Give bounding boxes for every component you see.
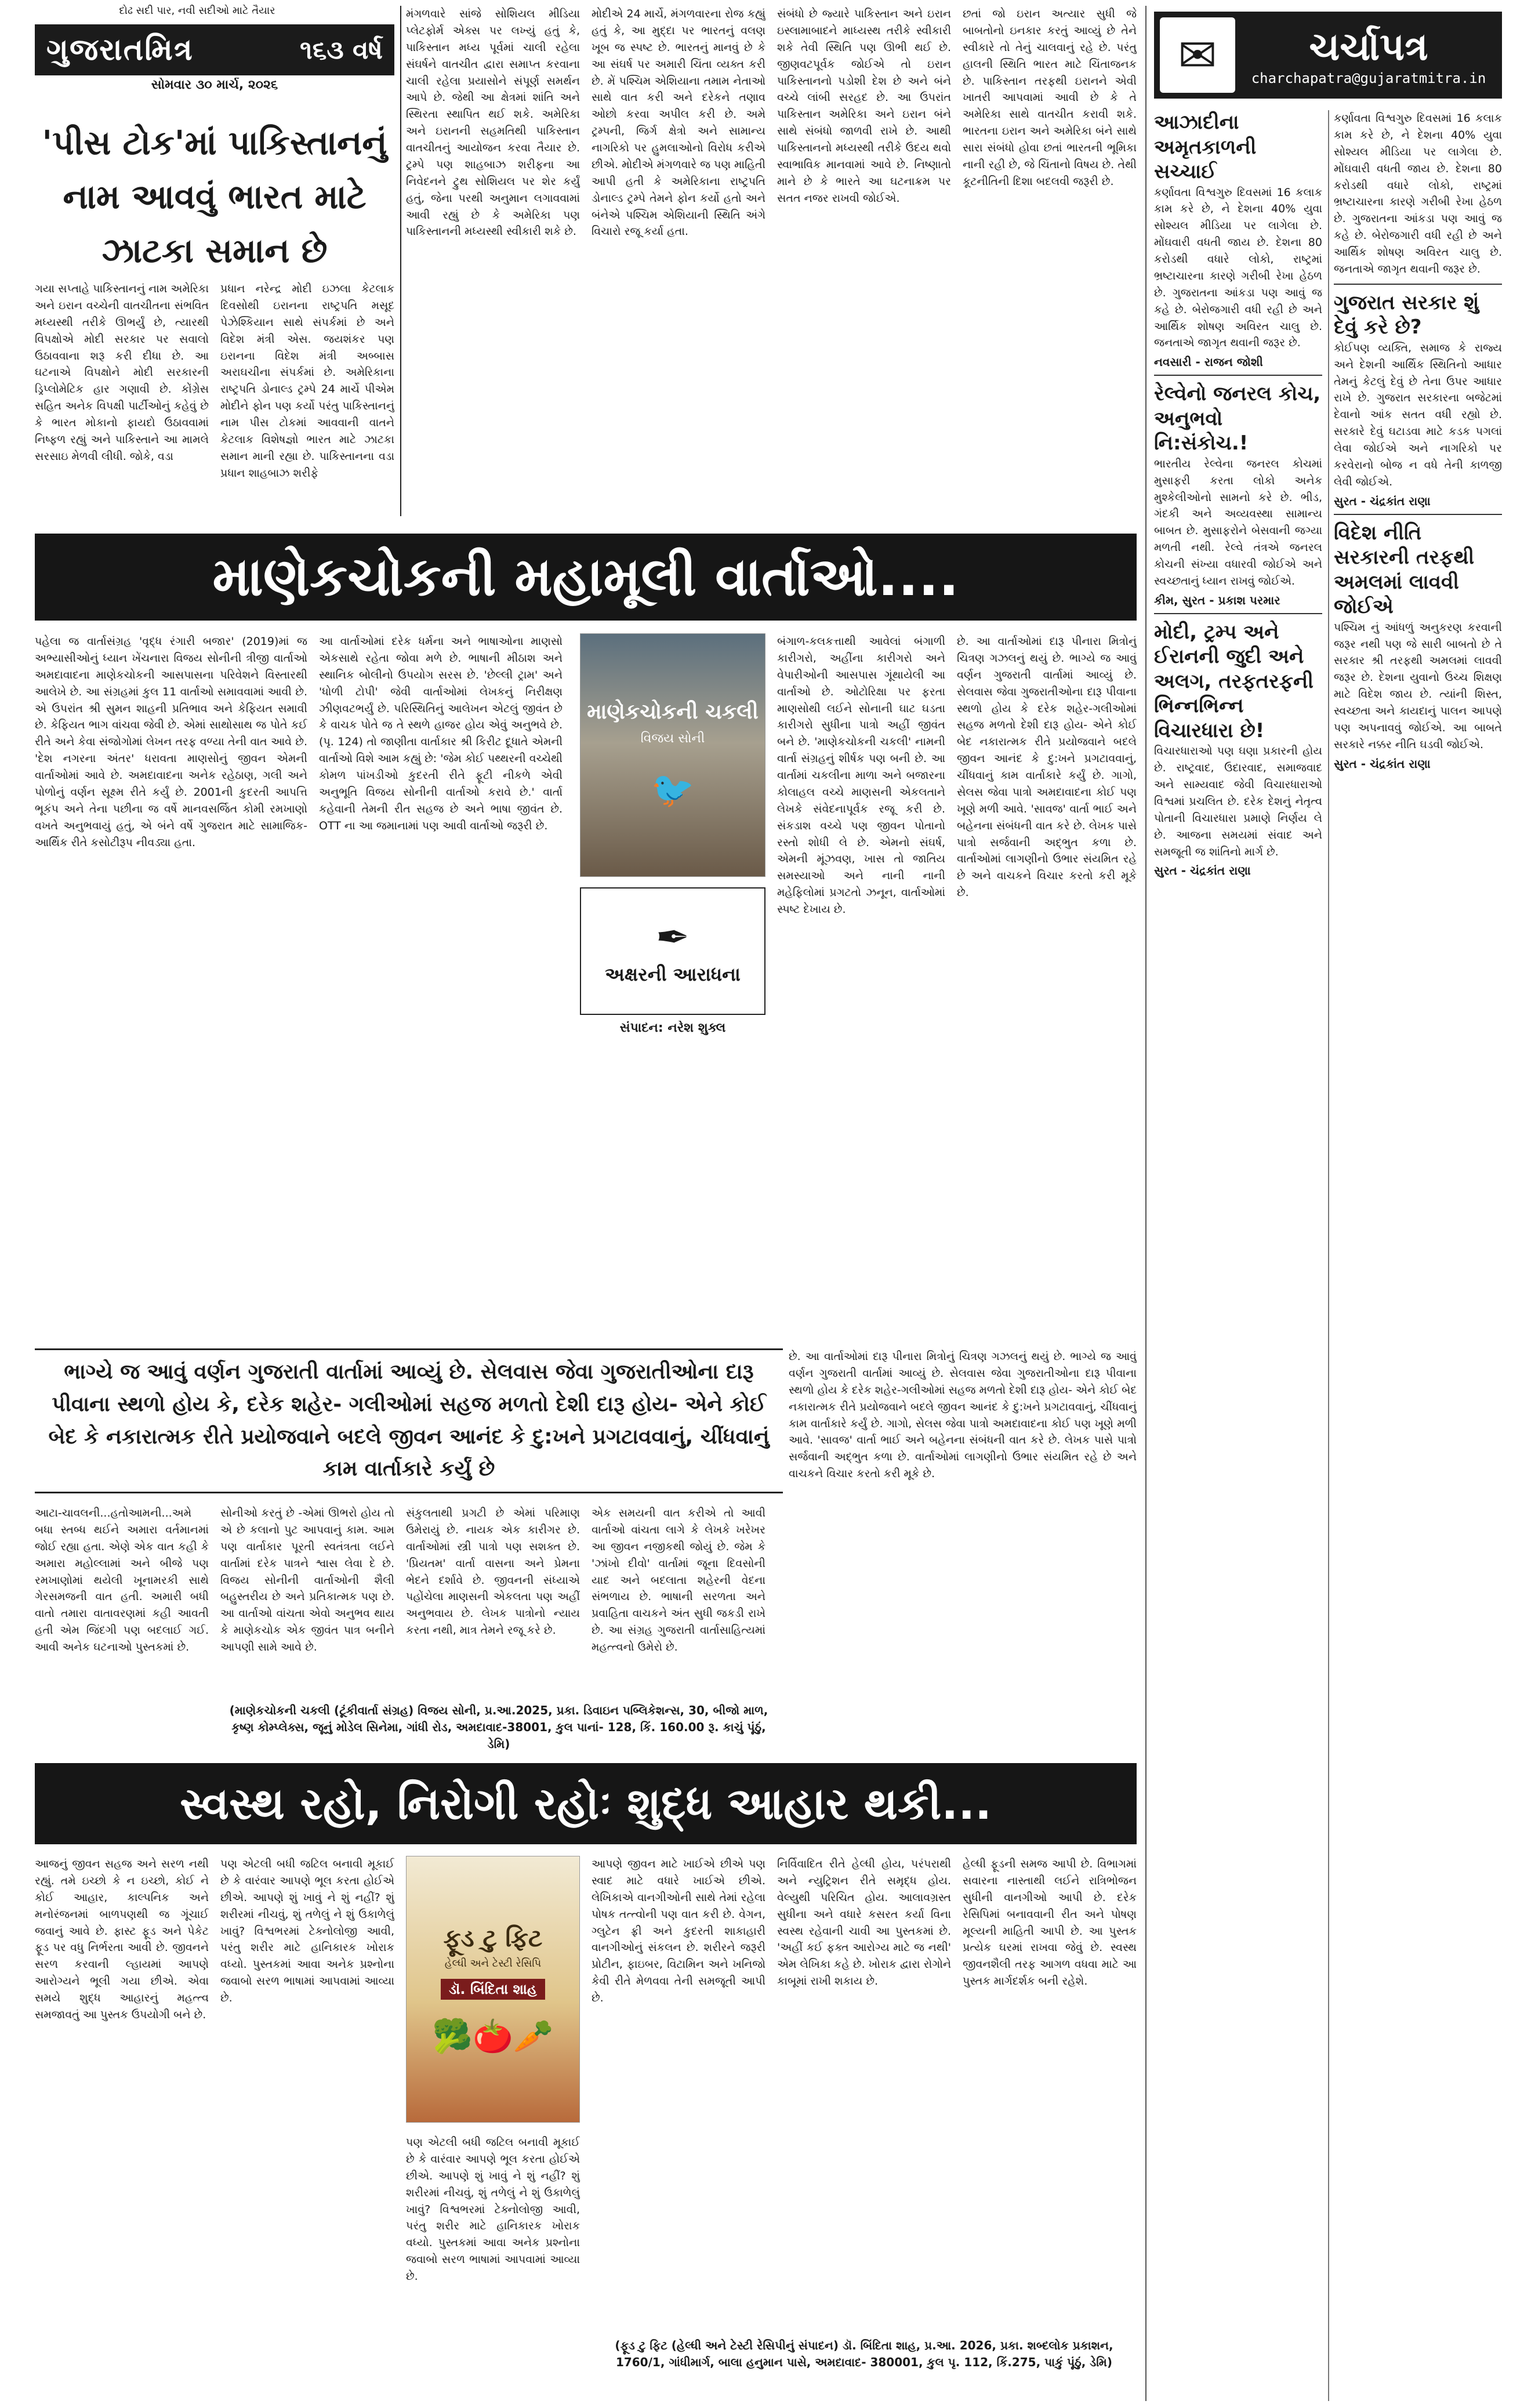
letter-heading: રેલ્વેનો જનરલ કોચ, અનુભવો નિ:સંકોચ.! — [1154, 382, 1321, 455]
top-article-col-2: પ્રધાન નરેન્દ્ર મોદી ઇઝલા કેટલાક દિવસોથી ઇરાનના રાષ્ટ્રપતિ મસૂદ પેઝેશ્કિયાન સાથે સંપર્કમાં છે અને વિદેશ મંત્રી એસ. જયશંકર પણ ઇરાનના વિદેશ મંત્રી અબ્બાસ અરાઘચીના સંપર્કમાં છે. અમેરિકાના રાષ્ટ્રપતિ ડોનાલ્ડ ટ્રમ્પે 24 માર્ચે પીએમ મોદીને ફોન પણ કર્યો પરંતુ પાકિસ્તાનનું નામ પીસ ટોકમાં આવવાની વાતને કેટલાક વિશેષજ્ઞો ભારત માટે ઝાટકા સમાન માની રહ્યા છે. પાકિસ્તાનના વડા પ્રધાન શાહબાઝ શરીફે — [220, 282, 394, 480]
main-lower-col-3: સંકુલતાથી પ્રગટી છે એમાં પરિમાણ ઉમેરાયું છે. નાયક એક કારીગર છે. વાર્તાઓમાં સ્ત્રી પાત્રો પણ સશક્ત છે. 'પ્રિયતમ' વાર્તા વાસના અને પ્રેમના ભેદને દર્શાવે છે. જીવનની સંધ્યાએ પહોંચેલા માણસની એકલતા પણ અહીં અનુભવાય છે. લેખક પાત્રોનો ન્યાય કરતા નથી, માત્ર તેમને રજૂ કરે છે. — [406, 1507, 580, 1637]
health-col-4: નિર્વિવાદિત રીતે હેલ્ધી હોય, પરંપરાથી અને ન્યુટ્રિશન રીતે સમૃદ્ધ હોય. વેલ્યુથી પરિચિત હોય. આલાવગ્રસ્ત સુધીના અને વધારે કસરત કર્યા વિના સ્વસ્થ રહેવાની ચાવી આ પુસ્તકમાં છે. 'અહીં કઈ ફક્ત આરોગ્ય માટે જ નથી' એમ લેખિકા કહે છે. ખોરાક દ્વારા રોગોને કાબૂમાં રાખી શકાય છે. — [777, 1858, 951, 1988]
top-article-col-5: સંબંધો છે જ્યારે પાકિસ્તાન અને ઇરાન ઇસ્લામાબાદને માધ્યસ્થ તરીકે સ્વીકારી શકે તેવી સ્થિતિ પણ ઊભી થઈ છે. જીણવટપૂર્વક જોઈએ તો ઇરાન પાકિસ્તાનનો પડોશી દેશ છે અને બંને વચ્ચે લાંબી સરહદ છે. આ ઉપરાંત પાકિસ્તાન અમેરિકા અને ઇરાન બંને સાથે સંબંધો જાળવી રાખે છે. આથી પાકિસ્તાનનો મધ્યસ્થી તરીકે ઉદય થવો સ્વાભાવિક માનવામાં આવે છે. નિષ્ણાતો માને છે કે ભારતે આ ઘટનાક્રમ પર સતત નજર રાખવી જોઈએ. — [777, 8, 951, 205]
masthead-logo: ગુજરાતમિત્ર — [46, 32, 194, 67]
letter — [1154, 382, 1322, 607]
letter-body: કર્ણાવતા વિશ્વગુરુ દિવસમાં 16 કલાક કામ કરે છે, ને દેશના 40% યુવા સોશ્યલ મીડિયા પર લાગેલા છે. મોંઘવારી વધતી જાય છે. દેશના 80 કરોડથી વધારે લોકો, રાષ્ટ્રમાં ભ્રષ્ટાચારના કારણે ગરીબી રેખા હેઠળ છે. ગુજરાતના આંકડા પણ આવું જ કહે છે. બેરોજગારી વધી રહી છે અને આર્થિક શોષણ અવિરત ચાલુ છે. જનતાએ જાગૃત થવાની જરૂર છે. — [1154, 186, 1322, 350]
health-col-1: આજનું જીવન સહજ અને સરળ નથી રહ્યું. તમે ઇચ્છો કે ન ઇચ્છો, કોઈ ને કોઈ આહાર, કાલ્પનિક અને મનોરંજનમાં બાળપણથી જ ગૂંચાઈ જવાનું આવે છે. ફાસ્ટ ફૂડ અને પેકેટ ફૂડ પર વધુ નિર્ભરતા આવી છે. જીવનને સરળ કરવાની લ્હાયમાં આપણે આરોગ્યને ભૂલી ગયા છીએ. એવા સમયે શુદ્ધ આહારનું મહત્ત્વ સમજાવતું આ પુસ્તક ઉપયોગી બને છે. — [35, 1858, 209, 2021]
letter-body: કર્ણાવતા વિશ્વગુરુ દિવસમાં 16 કલાક કામ કરે છે, ને દેશના 40% યુવા સોશ્યલ મીડિયા પર લાગેલા છે. મોંઘવારી વધતી જાય છે. દેશના 80 કરોડથી વધારે લોકો, રાષ્ટ્રમાં ભ્રષ્ટાચારના કારણે ગરીબી રેખા હેઠળ છે. ગુજરાતના આંકડા પણ આવું જ કહે છે. બેરોજગારી વધી રહી છે અને આર્થિક શોષણ અવિરત ચાલુ છે. જનતાએ જાગૃત થવાની જરૂર છે. — [1334, 112, 1502, 275]
health-col-2: પણ એટલી બધી જટિલ બનાવી મૂકાઈ છે કે વારંવાર આપણે ભૂલ કરતા હોઈએ છીએ. આપણે શું ખાવું ને શું નહીં? શું શરીરમાં નીચવું, શું તળેલું ને શું ઉકાળેલું ખાવું? વિશ્વભરમાં ટેક્નોલોજી આવી, પરંતુ શરીર માટે હાનિકારક ખોરાક વધ્યો. પુસ્તકમાં આવા અનેક પ્રશ્નોના જવાબો સરળ ભાષામાં આપવામાં આવ્યા છે. — [220, 1858, 394, 2004]
divider — [1334, 284, 1502, 285]
letter — [1334, 291, 1502, 508]
health-col-6: પણ એટલી બધી જટિલ બનાવી મૂકાઈ છે કે વારંવાર આપણે ભૂલ કરતા હોઈએ છીએ. આપણે શું ખાવું ને શું નહીં? શું શરીરમાં નીચવું, શું તળેલું ને શું ઉકાળેલું ખાવું? વિશ્વભરમાં ટેક્નોલોજી આવી, પરંતુ શરીર માટે હાનિકારક ખોરાક વધ્યો. પુસ્તકમાં આવા અનેક પ્રશ્નોના જવાબો સરળ ભાષામાં આપવામાં આવ્યા છે. — [406, 2136, 580, 2283]
vegetables-illustration: 🥦🍅🥕 — [432, 2017, 554, 2055]
book-cover-title: માણેકચોકની ચકલી — [587, 700, 759, 724]
letter — [1154, 110, 1322, 369]
main-lower-col-4: એક સમયની વાત કરીએ તો આવી વાર્તાઓ વાંચતા લાગે કે લેખકે ખરેખર આ જીવન નજીકથી જોયું છે. જેમ કે 'ઝાંખો દીવો' વાર્તામાં જૂના દિવસોની યાદ અને બદલાતા શહેરની વેદના સંભળાય છે. ભાષાની સરળતા અને પ્રવાહિતા વાચકને અંત સુધી જકડી રાખે છે. આ સંગ્રહ ગુજરાતી વાર્તાસાહિત્યમાં મહત્ત્વનો ઉમેરો છે. — [592, 1507, 765, 1653]
headline-line-1: 'પીસ ટોક'માં પાકિસ્તાનનું — [42, 123, 387, 162]
main-feature-banner: માણેકચોકની મહામૂલી વાર્તાઓ.... — [35, 534, 1137, 621]
divider — [1334, 514, 1502, 515]
letter-signature: નવસારી - રાજન જોશી — [1154, 355, 1263, 369]
main-feature-col-1: પહેલા જ વાર્તાસંગ્રહ 'વૃદ્ધ રંગારી બજાર' (2019)માં જ અભ્યાસીઓનું ધ્યાન ખેંચનારા વિજય સોનીની ત્રીજી વાર્તાઓ અમદાવાદના માણેકચોકની આસપાસના પરિવેશને વિસ્તારથી આલેખે છે. આ સંગ્રહમાં કુલ 11 વાર્તાઓ સમાવવામાં આવી છે. એ ઉપરાંત શ્રી સુમન શાહની પ્રતિભાવ અને કેફિયત સમાવી છે. કેફિયત ભાગ વાંચવા જેવી છે. એમાં સાથોસાથ જ પોતે કઈ રીતે અને કેવા સંજોગોમાં લેખન તરફ વળ્યા તેની વાત આવે છે. 'દેશ નગરના અંતર' ધરાવતા માણસોનું જીવન એમની વાર્તાઓમાં આવે છે. અમદાવાદના અનેક રહેઠાણ, ગલી અને પોળોનું વર્ણન સૂક્ષ્મ રીતે કર્યું છે. 2001ની કુદરતી આપત્તિ ભૂકંપ અને તેના પછીના જ વર્ષે માનવસર્જિત કોમી રમખાણો વખતે અનુભવાયું હતું, એ બંને વર્ષે ગુજરાત માટે સામાજિક-આર્થિક રીતે કસોટીરૂપ નીવડ્યા હતા. — [35, 635, 307, 849]
charcha-patra-email[interactable]: charchapatra@gujaratmitra.in — [1251, 70, 1486, 86]
column-label-box — [580, 887, 765, 1015]
letter — [1154, 620, 1322, 878]
letter — [1334, 110, 1502, 278]
charcha-patra-header — [1154, 12, 1502, 99]
book-cover-author: વિજય સોની — [640, 731, 705, 746]
letters-col-a — [1154, 110, 1322, 2401]
main-feature-col-3: બંગાળ-કલકત્તાથી આવેલાં બંગાળી કારીગરો, અહીંના કારીગરો અને વેપારીઓની આસપાસ ગૂંથાયેલી આ વાર્તાઓ છે. ઓટોરિક્ષા પર ફરતા માણસોથી લઈને સોનાની ઘાટ ઘડતા કારીગરો સુધીના પાત્રો અહીં જીવંત બને છે. 'માણેકચોકની ચકલી' નામની વાર્તા સંગ્રહનું શીર્ષક પણ બની છે. આ વાર્તામાં ચકલીના માળા અને બજારના કોલાહલ વચ્ચે માણસની એકલતાને લેખકે સંવેદનાપૂર્વક રજૂ કરી છે. સંકડાશ વચ્ચે પણ જીવન પોતાનો રસ્તો શોધી લે છે. એમનો સંઘર્ષ, એમની મૂંઝવણ, ખાસ તો જાતિય સમસ્યાઓ અને નાની નાની મહેફિલોમાં પ્રગટતો ઝનૂન, વાર્તાઓમાં સ્પષ્ટ દેખાય છે. — [777, 635, 945, 916]
letter-heading: વિદેશ નીતિ સરકારની તરફથી અમલમાં લાવવી જોઈએ — [1334, 521, 1475, 619]
main-feature-col-2: આ વાર્તાઓમાં દરેક ધર્મના અને ભાષાઓના માણસો એકસાથે રહેતા જોવા મળે છે. ભાષાની મીઠાશ અને સ્થાનિક બોલીનો ઉપયોગ સરસ છે. 'છેલ્લી ટ્રામ' અને 'ધોળી ટોપી' જેવી વાર્તાઓમાં લેખકનું નિરીક્ષણ ઝીણવટભર્યું છે. પરિસ્થિતિનું આલેખન એટલું જીવંત છે કે વાચક પોતે જ તે સ્થળે હાજર હોય એવું અનુભવે છે. (પૃ. 124) તો જાણીતા વાર્તાકાર શ્રી કિરીટ દૂધાતે એમની વાર્તાઓ વિશે આમ કહ્યું છે: 'જેમ કોઈ પથ્થરની વચ્ચેથી કોમળ પાંખડીઓ કુદરતી રીતે ફૂટી નીકળે એવી અનુભૂતિ વિજય સોનીની વાર્તાઓ કરાવે છે.' વાર્તા કહેવાની તેમની રીત સહજ છે અને ભાષા જીવંત છે. OTT ના આ જમાનામાં પણ આવી વાર્તાઓ જરૂરી છે. — [319, 635, 563, 832]
letter-body: કોઈપણ વ્યક્તિ, સમાજ કે રાજ્ય અને દેશની આર્થિક સ્થિતિનો આધાર તેમનું કેટલું દેવું છે તેના ઉપર આધાર રાખે છે. ગુજરાત સરકારના બજેટમાં દેવાનો આંક સતત વધી રહ્યો છે. સરકારે દેવું ઘટાડવા માટે કડક પગલાં લેવા જોઈએ અને નાગરિકો પર કરવેરાનો બોજ ન વધે તેની કાળજી લેવી જોઈએ. — [1334, 341, 1502, 488]
main-lower-col-2: સોનીઓ કરતું છે -એમાં ઊભરો હોય તો એ છે કલાનો પુટ આપવાનું કામ. આમ પણ વાર્તાકાર પૂરતી સ્વતંત્રતા લઈને વાર્તામાં દરેક પાત્રને શ્વાસ લેવા દે છે. વિજય સોનીની વાર્તાઓની શૈલી બહુસ્તરીય છે અને પ્રતિકાત્મક પણ છે. આ વાર્તાઓ વાંચતા એવો અનુભવ થાય કે માણેકચોક એક જીવંત પાત્ર બનીને આપણી સામે આવે છે. — [220, 1507, 394, 1653]
mail-icon: ✉ — [1160, 17, 1235, 93]
top-article-col-1: ગયા સપ્તાહે પાકિસ્તાનનું નામ અમેરિકા અને ઇરાન વચ્ચેની વાતચીતના સંભવિત મધ્યસ્થી તરીકે ઊભર્યું છે, ત્યારથી વિપક્ષોએ મોદી સરકાર પર સવાલો ઉઠાવવાના શરૂ કરી દીધા છે. આ ઘટનાએ વિપક્ષોને મોદી સરકારની ડ્રિપ્લોમેટિક હાર ગણાવી છે. કોંગ્રેસ સહિત અનેક વિપક્ષી પાર્ટીઓનું કહેવું છે કે ભારત મોકાનો ફાયદો ઉઠાવવામાં નિષ્ફળ રહ્યું અને પાકિસ્તાને આ મામલે સરસાઇ મેળવી લીધી. જોકે, વડા — [35, 282, 209, 463]
top-article-col-3: મંગળવારે સાંજે સોશિયલ મીડિયા પ્લેટફોર્મ એક્સ પર લખ્યું હતું કે, પાકિસ્તાન મધ્ય પૂર્વમાં ચાલી રહેલા સંઘર્ષને વાતચીત દ્વારા સમાપ્ત કરવાના ચાલી રહેલા પ્રયાસોને સંપૂર્ણ સમર્થન આપે છે. જેથી આ ક્ષેત્રમાં શાંતિ અને સ્થિરતા સ્થાપિત થઈ શકે. અમેરિકા અને ઇરાનની સહમતિથી પાકિસ્તાન વાતચીતનું આયોજન કરવા તૈયાર છે. ટ્રમ્પે પણ શાહબાઝ શરીફના આ નિવેદનને ટ્રુથ સોશિયલ પર શેર કર્યું હતું, જેના પરથી અનુમાન લગાવવામાં આવી રહ્યું છે કે અમેરિકા પણ પાકિસ્તાનની મધ્યસ્થી સ્વીકારી શકે છે. — [406, 8, 580, 238]
letter-signature: સુરત - ચંદ્રકાંત રાણા — [1334, 756, 1431, 771]
letter-signature: સુરત - ચંદ્રકાંત રાણા — [1154, 864, 1251, 878]
letter-body: પશ્ચિમ નું આંધળું અનુકરણ કરવાની જરૂર નથી પણ જે સારી બાબતો છે તે સરકાર શ્રી તરફથી અમલમાં લાવવી જરૂર છે. દેશના યુવાનો ઉચ્ચ શિક્ષણ માટે વિદેશ જાય છે. ત્યાંની શિસ્ત, સ્વચ્છતા અને કાયદાનું પાલન આપણે પણ અપનાવવું જોઈએ. આ બાબતે સરકારે નક્કર નીતિ ઘડવી જોઈએ. — [1334, 621, 1502, 751]
masthead-tagline: દોઢ સદી પાર, નવી સદીઓ માટે તૈયાર — [119, 5, 275, 17]
letter — [1334, 521, 1502, 771]
editor-credit: સંપાદન: નરેશ શુક્લ — [619, 1021, 726, 1035]
letter-heading: આઝાદીના અમૃતકાળની સચ્ચાઈ — [1154, 111, 1257, 183]
letter-heading: મોદી, ટ્રમ્પ અને ઈરાનની જુદી અને અલગ, તરફતરફની ભિન્નભિન્ન વિચારધારા છે! — [1154, 620, 1314, 742]
main-feature-citation: (માણેકચોકની ચકલી (ટૂંકીવાર્તા સંગ્રહ) વિજય સોની, પ્ર.આ.2025, પ્રકા. ડિવાઇન પબ્લિકેશન્સ, 30, બીજો માળ, કૃષ્ણ કોમ્પ્લેક્સ, જૂનું મોડેલ સિનેમા, ગાંધી રોડ, અમદાવાદ-38001, કુલ પાનાં- 128, કિં. 160.00 રૂ. કાચું પૂંઠું, ડેમિ) — [229, 1703, 768, 1751]
letter-body: ભારતીય રેલ્વેના જનરલ કોચમાં મુસાફરી કરતા લોકો અનેક મુશ્કેલીઓનો સામનો કરે છે. ભીડ, ગંદકી અને અવ્યવસ્થા સામાન્ય બાબત છે. મુસાફરોને બેસવાની જગ્યા મળતી નથી. રેલ્વે તંત્રએ જનરલ કોચની સંખ્યા વધારવી જોઈએ અને સ્વચ્છતાનું ધ્યાન રાખવું જોઈએ. — [1154, 457, 1322, 588]
letters-col-b — [1334, 110, 1502, 2401]
charcha-patra-title: ચર્ચાપત્ર — [1309, 24, 1428, 69]
letter-signature: કીમ, સુરત - પ્રકાશ પરમાર — [1154, 593, 1280, 607]
top-article-col-6: છતાં જો ઇરાન અત્યાર સુધી જે બાબતોનો ઇનકાર કરતું આવ્યું છે તેને સ્વીકારે તો તેનું ચાલવાનું રહે છે. પરંતુ હાલની સ્થિતિ ભારત માટે ચિંતાજનક છે. પાકિસ્તાન તરફથી ઇરાનને એવી ખાતરી આપવામાં આવી છે કે તે અમેરિકા સાથે વાતચીત કરાવી શકે. ભારતના ઇરાન અને અમેરિકા બંને સાથે સારા સંબંધો હોવા છતાં ભારતની ભૂમિકા નાની રહી છે, જે ચિંતાનો વિષય છે. તેથી કૂટનીતિની દિશા બદલવી જરૂરી છે. — [963, 8, 1137, 188]
quill-icon: ✒ — [655, 913, 690, 961]
column-rule — [1328, 110, 1329, 2401]
main-lower-col-5: છે. આ વાર્તાઓમાં દારૂ પીનારા મિત્રોનું ચિત્રણ ગઝલનું થયું છે. ભાગ્યે જ આવું વર્ણન ગુજરાતી વાર્તામાં આવ્યું છે. સેલવાસ જેવા ગુજરાતીઓના દારૂ પીવાના સ્થળો હોય કે દરેક શહેર-ગલીઓમાં સહજ મળતો દેશી દારૂ હોય- એને કોઈ બેદ નકારાત્મક રીતે પ્રયોજવાને બદલે જીવન આનંદ કે દુ:ખને પ્રગટાવવાનું, ચીંધવાનું કામ વાર્તાકારે કર્યું છે. ગાગો, સેલસ જેવા પાત્રો અમદાવાદના કોઈ પણ ખૂણે મળી આવે. 'સાવજ' વાર્તા ભાઈ અને બહેનના સંબંધની વાત કરે છે. લેખક પાસે પાત્રો સર્જવાની અદ્ભુત કળા છે. વાર્તાઓમાં લાગણીનો ઉભાર સંયમિત રહે છે અને વાચકને વિચાર કરતો કરી મૂકે છે. — [789, 1350, 1137, 1481]
letter-signature: સુરત - ચંદ્રકાંત રાણા — [1334, 494, 1431, 508]
top-article-headline — [35, 116, 394, 278]
pull-quote: ભાગ્યે જ આવું વર્ણન ગુજરાતી વાર્તામાં આવ્યું છે. સેલવાસ જેવા ગુજરાતીઓના દારૂ પીવાના સ્થળો હોય કે, દરેક શહેર- ગલીઓમાં સહજ મળતો દેશી દારૂ હોય- એને કોઈ બેદ કે નકારાત્મક રીતે પ્રયોજવાને બદલે જીવન આનંદ કે દુ:ખને પ્રગટાવવાનું, ચીંધવાનું કામ વાર્તાકારે કર્યું છે — [35, 1348, 783, 1493]
health-col-3: આપણે જીવન માટે ખાઈએ છીએ પણ સ્વાદ માટે વધારે ખાઈએ છીએ. લેખિકાએ વાનગીઓની સાથે તેમાં રહેલા પોષક તત્ત્વોની પણ વાત કરી છે. વેગન, ગ્લુટેન ફ્રી અને કુદરતી શાકાહારી વાનગીઓનું સંકલન છે. શરીરને જરૂરી પ્રોટીન, ફાઇબર, વિટામિન અને ખનિજો કેવી રીતે મેળવવા તેની સમજૂતી આપી છે. — [592, 1858, 765, 2004]
masthead-years: ૧૬૩ વર્ષ — [300, 35, 383, 65]
column-label: અક્ષરની આરાધના — [605, 963, 741, 985]
masthead-logo-bar — [35, 24, 394, 75]
main-feature-col-4: છે. આ વાર્તાઓમાં દારૂ પીનારા મિત્રોનું ચિત્રણ ગઝલનું થયું છે. ભાગ્યે જ આવું વર્ણન ગુજરાતી વાર્તામાં આવ્યું છે. સેલવાસ જેવા ગુજરાતીઓના દારૂ પીવાના સ્થળો હોય કે દરેક શહેર-ગલીઓમાં સહજ મળતો દેશી દારૂ હોય- એને કોઈ બેદ નકારાત્મક રીતે પ્રયોજવાને બદલે જીવન આનંદ કે દુ:ખને પ્રગટાવવાનું, ચીંધવાનું કામ વાર્તાકારે કર્યું છે. ગાગો, સેલસ જેવા પાત્રો અમદાવાદના કોઈ પણ ખૂણે મળી આવે. 'સાવજ' વાર્તા ભાઈ અને બહેનના સંબંધની વાત કરે છે. લેખક પાસે પાત્રો સર્જવાની અદ્ભુત કળા છે. વાર્તાઓમાં લાગણીનો ઉભાર સંયમિત રહે છે અને વાચકને વિચાર કરતો કરી મૂકે છે. — [957, 635, 1137, 900]
divider — [1154, 613, 1322, 614]
book-cover-subtitle: હેલ્ધી અને ટેસ્ટી રેસિપિ — [444, 1957, 542, 1970]
book-cover-food-to-fit — [406, 1856, 580, 2123]
column-rule — [1145, 6, 1146, 2401]
masthead-date: સોમવાર ૩૦ માર્ચ, ૨૦૨૬ — [151, 78, 278, 92]
main-lower-col-1: આટા-ચાવલની...હતોઆમની...અમે બધા સ્તબ્ધ થઈને અમારા વર્તમાનમાં જોઈ રહ્યા હતા. એણે એક વાત કહી કે અમારા મહોલ્લામાં અને બીજે પણ રમખાણોમાં થયેલી ખૂનામરકી સાથે ગેરસમજની વાત હતી. અમારી બધી વાતો તમારા વાતાવરણમાં કહી આવતી હતી એમ જિંદગી પણ બદલાઈ ગઈ. આવી અનેક ઘટનાઓ પુસ્તકમાં છે. — [35, 1507, 209, 1653]
book-cover-manekchok — [580, 633, 765, 877]
bird-illustration: 🐦 — [651, 770, 695, 810]
column-rule — [400, 6, 401, 516]
divider — [1154, 375, 1322, 376]
letter-heading: ગુજરાત સરકાર શું દેવું કરે છે? — [1334, 291, 1479, 339]
headline-line-2: નામ આવવું ભારત માટે — [63, 176, 367, 216]
health-feature-banner: સ્વસ્થ રહો, નિરોગી રહોઃ શુદ્ધ આહાર થકી... — [35, 1763, 1137, 1844]
health-feature-citation: (ફૂડ ટુ ફિટ (હેલ્ધી અને ટેસ્ટી રેસિપીનું સંપાદન) ડૉ. બિંદિતા શાહ, પ્ર.આ. 2026, પ્રકા. શબ્દલોક પ્રકાશન, 1760/1, ગાંધીમાર્ગ, બાલા હનુમાન પાસે, અમદાવાદ- 380001, કુલ પૃ. 112, કિં.275, પાકું પૂંઠું, ડેમિ) — [615, 2338, 1113, 2369]
health-col-5: હેલ્ધી ફૂડની સમજ આપી છે. વિભાગમાં સવારના નાસ્તાથી લઈને રાત્રિભોજન સુધીની વાનગીઓ આપી છે. દરેક રેસિપિમાં બનાવવાની રીત અને પોષણ મૂલ્યની માહિતી આપી છે. આ પુસ્તક પ્રત્યેક ઘરમાં રાખવા જેવું છે. સ્વસ્થ જીવનશૈલી તરફ આગળ વધવા માટે આ પુસ્તક માર્ગદર્શક બની રહેશે. — [963, 1858, 1137, 1988]
letter-body: વિચારધારાઓ પણ ઘણા પ્રકારની હોય છે. રાષ્ટ્રવાદ, ઉદારવાદ, સમાજવાદ અને સામ્યવાદ જેવી વિચારધારાઓ વિશ્વમાં પ્રચલિત છે. દરેક દેશનું નેતૃત્વ પોતાની વિચારધારા પ્રમાણે નિર્ણય લે છે. આજના સમયમાં સંવાદ અને સમજૂતી જ શાંતિનો માર્ગ છે. — [1154, 745, 1322, 858]
top-article-col-4: મોદીએ 24 માર્ચે, મંગળવારના રોજ કહ્યું હતું કે, આ મુદ્દા પર ભારતનું વલણ ખૂબ જ સ્પષ્ટ છે. ભારતનું માનવું છે કે આ સંઘર્ષ પર અમારી ચિંતા વ્યક્ત કરી છે. મેં પશ્ચિમ એશિયાના તમામ નેતાઓ સાથે વાત કરી અને દરેકને તણાવ ઓછો કરવા અપીલ કરી છે. અમે ટ્રમ્પની, જિર્ગ ક્ષેત્રો અને સામાન્ય નાગરિકો પર હુમલાઓનો વિરોધ કરીએ છીએ. મોદીએ મંગળવારે જ પણ માહિતી આપી હતી કે અમેરિકાના રાષ્ટ્રપતિ ડોનાલ્ડ ટ્રમ્પે તેમને ફોન કર્યો હતો અને બંનેએ પશ્ચિમ એશિયાની સ્થિતિ અંગે વિચારો રજૂ કર્યા હતા. — [592, 8, 765, 238]
book-cover-author: ડૉ. બિંદિતા શાહ — [441, 1979, 545, 2000]
book-cover-title: ફૂડ ટુ ફિટ — [443, 1923, 543, 1952]
headline-line-3: ઝાટકા સમાન છે — [101, 230, 328, 270]
